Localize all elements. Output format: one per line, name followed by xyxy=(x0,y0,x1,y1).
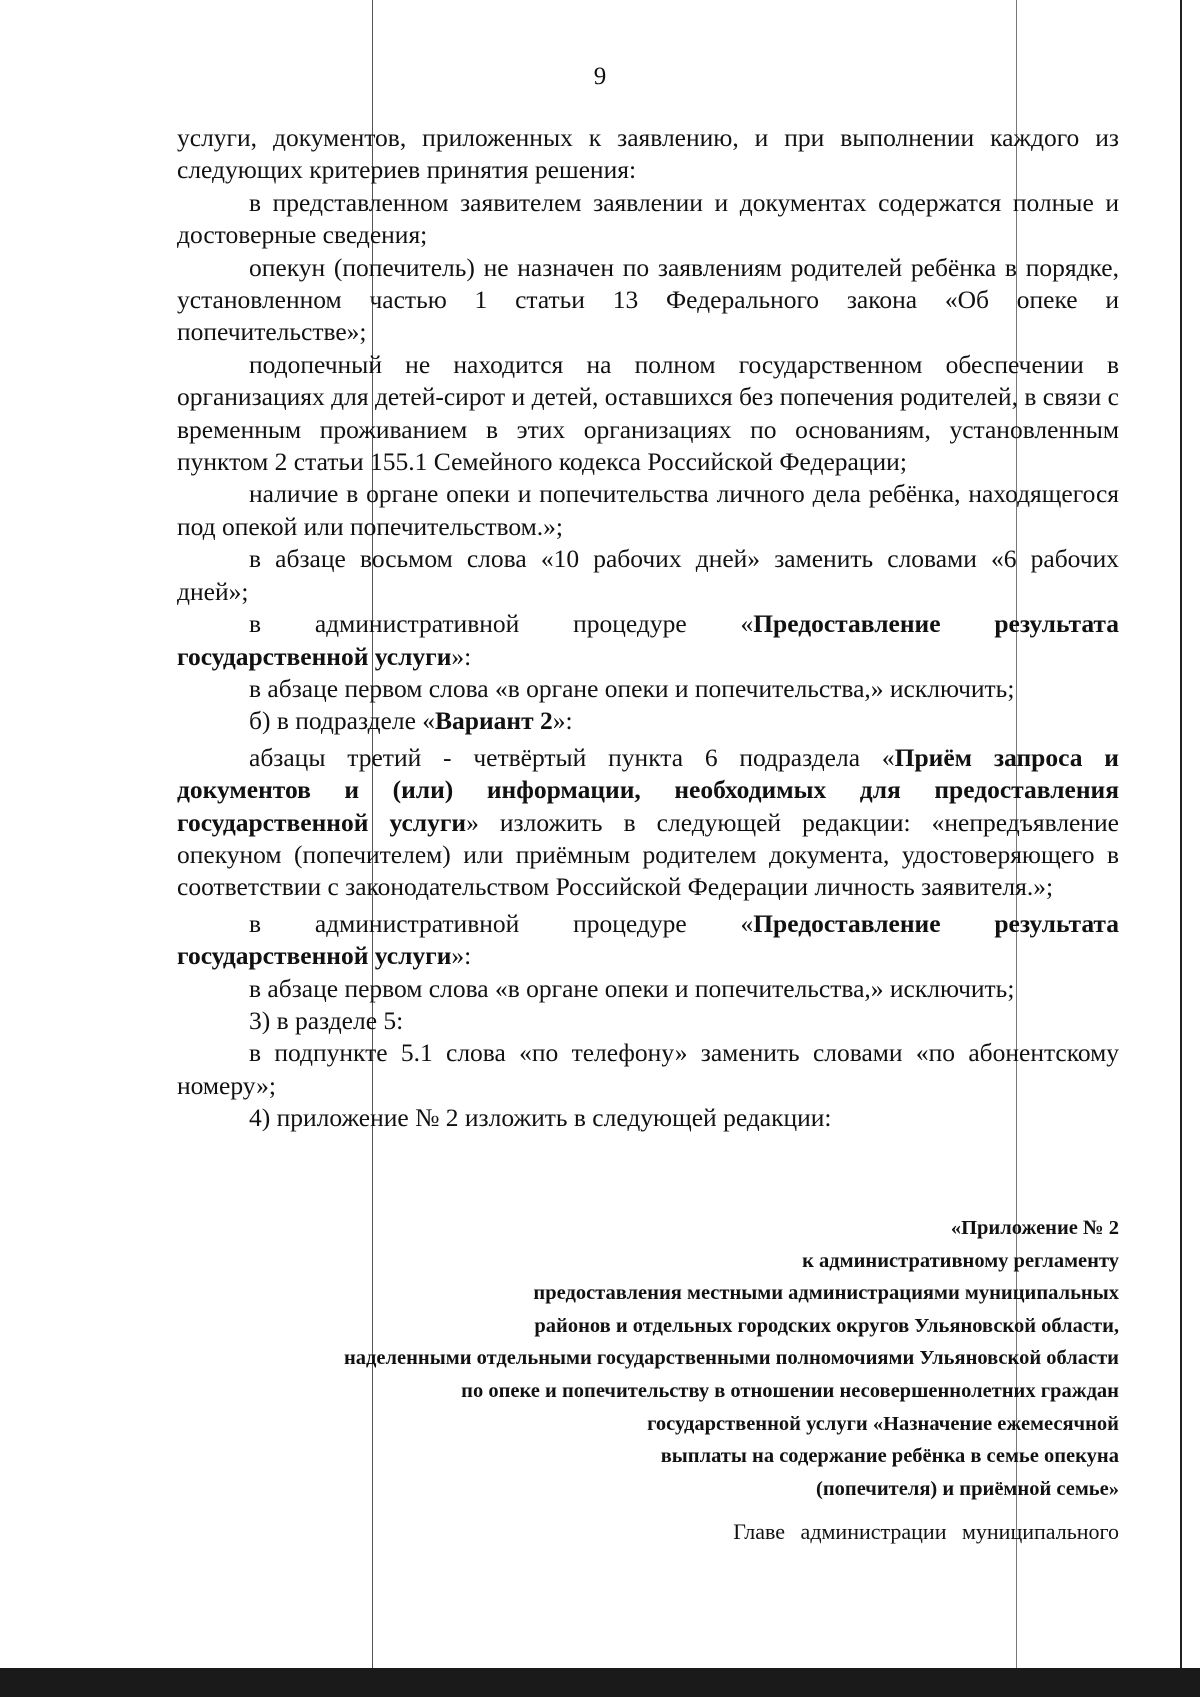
paragraph-bold-text: Предоставление результата государственной услуги xyxy=(177,908,1120,971)
paragraph: в представленном заявителем заявлении и документах содержатся полные и достоверные сведения; xyxy=(177,187,1119,250)
paragraph-text: »: xyxy=(552,706,573,736)
document-body xyxy=(177,122,1119,1135)
paragraph: в абзаце первом слова «в органе опеки и попечительства,» исключить; xyxy=(249,673,1015,703)
annex-line: (попечителя) и приёмной семье» xyxy=(816,1477,1119,1500)
paragraph-bold-text: Предоставление результата государственной услуги xyxy=(177,609,1120,671)
paragraph: подопечный не находится на полном государственном обеспечении в организациях для детей-сирот и детей, оставшихся без попечения родителей, в связи с временным проживанием в этих организациях по основаниям, установленным пунктом 2 статьи 155.1 Семейного кодекса Российской Федерации; xyxy=(177,349,1119,477)
paragraph xyxy=(177,608,1119,673)
annex-line: наделенными отдельными государственными полномочиями Ульяновской области xyxy=(343,1347,1119,1370)
paragraph: в абзаце восьмом слова «10 рабочих дней» заменить словами «6 рабочих дней»; xyxy=(177,544,1119,606)
annex-line: районов и отдельных городских округов Ульяновской области, xyxy=(534,1314,1119,1337)
annex-heading xyxy=(159,1212,1119,1505)
paragraph-text: »: xyxy=(451,941,472,971)
paragraph: наличие в органе опеки и попечительства личного дела ребёнка, находящегося под опекой или попечительством.»; xyxy=(177,479,1119,541)
annex-line: по опеке и попечительству в отношении несовершеннолетних граждан xyxy=(461,1379,1119,1402)
paragraph-text: б) в подразделе « xyxy=(249,706,436,736)
paragraph: услуги, документов, приложенных к заявлению, и при выполнении каждого из следующих критериев принятия решения: xyxy=(177,123,1119,185)
paragraph: опекун (попечитель) не назначен по заявлениям родителей ребёнка в порядке, установленном частью 1 статьи 13 Федерального закона «Об опеке и попечительстве»; xyxy=(177,252,1119,347)
addressee-line: Главе администрации муниципального xyxy=(733,1519,1119,1544)
paragraph xyxy=(177,742,1119,904)
paragraph-bold-text: Вариант 2 xyxy=(435,706,553,736)
scan-artifact-bar xyxy=(0,1668,1200,1697)
paragraph: 3) в разделе 5: xyxy=(249,1005,404,1035)
paragraph xyxy=(177,705,1119,737)
paragraph: в подпункте 5.1 слова «по телефону» заменить словами «по абонентскому номеру»; xyxy=(177,1038,1119,1100)
paragraph-bold-text: Приём запроса и документов и (или) информации, необходимых для предоставления государственной услуги xyxy=(177,742,1119,837)
paragraph: 4) приложение № 2 изложить в следующей редакции: xyxy=(249,1103,832,1133)
page-number: 9 xyxy=(593,63,607,90)
scan-artifact-line xyxy=(1180,0,1182,1668)
annex-line: выплаты на содержание ребёнка в семье опекуна xyxy=(660,1445,1119,1468)
annex-line: к административному регламенту xyxy=(802,1249,1119,1272)
paragraph-text: абзацы третий - четвёртый пункта 6 подраздела « xyxy=(249,742,895,772)
paragraph-text: » изложить в следующей редакции: «непредъявление опекуном (попечителем) или приёмным родителем документа, удостоверяющего в соответствии с законодательством Российской Федерации личность заявителя.»; xyxy=(177,807,1119,902)
paragraph-text: в административной процедуре « xyxy=(249,908,754,938)
annex-line: государственной услуги «Назначение ежемесячной xyxy=(647,1412,1119,1435)
paragraph-text: в административной процедуре « xyxy=(249,609,754,639)
annex-line: «Приложение № 2 xyxy=(950,1217,1119,1239)
paragraph-text: »: xyxy=(451,641,472,671)
paragraph: в абзаце первом слова «в органе опеки и попечительства,» исключить; xyxy=(249,973,1015,1003)
annex-line: предоставления местными администрациями муниципальных xyxy=(533,1282,1119,1305)
paragraph xyxy=(177,908,1119,973)
